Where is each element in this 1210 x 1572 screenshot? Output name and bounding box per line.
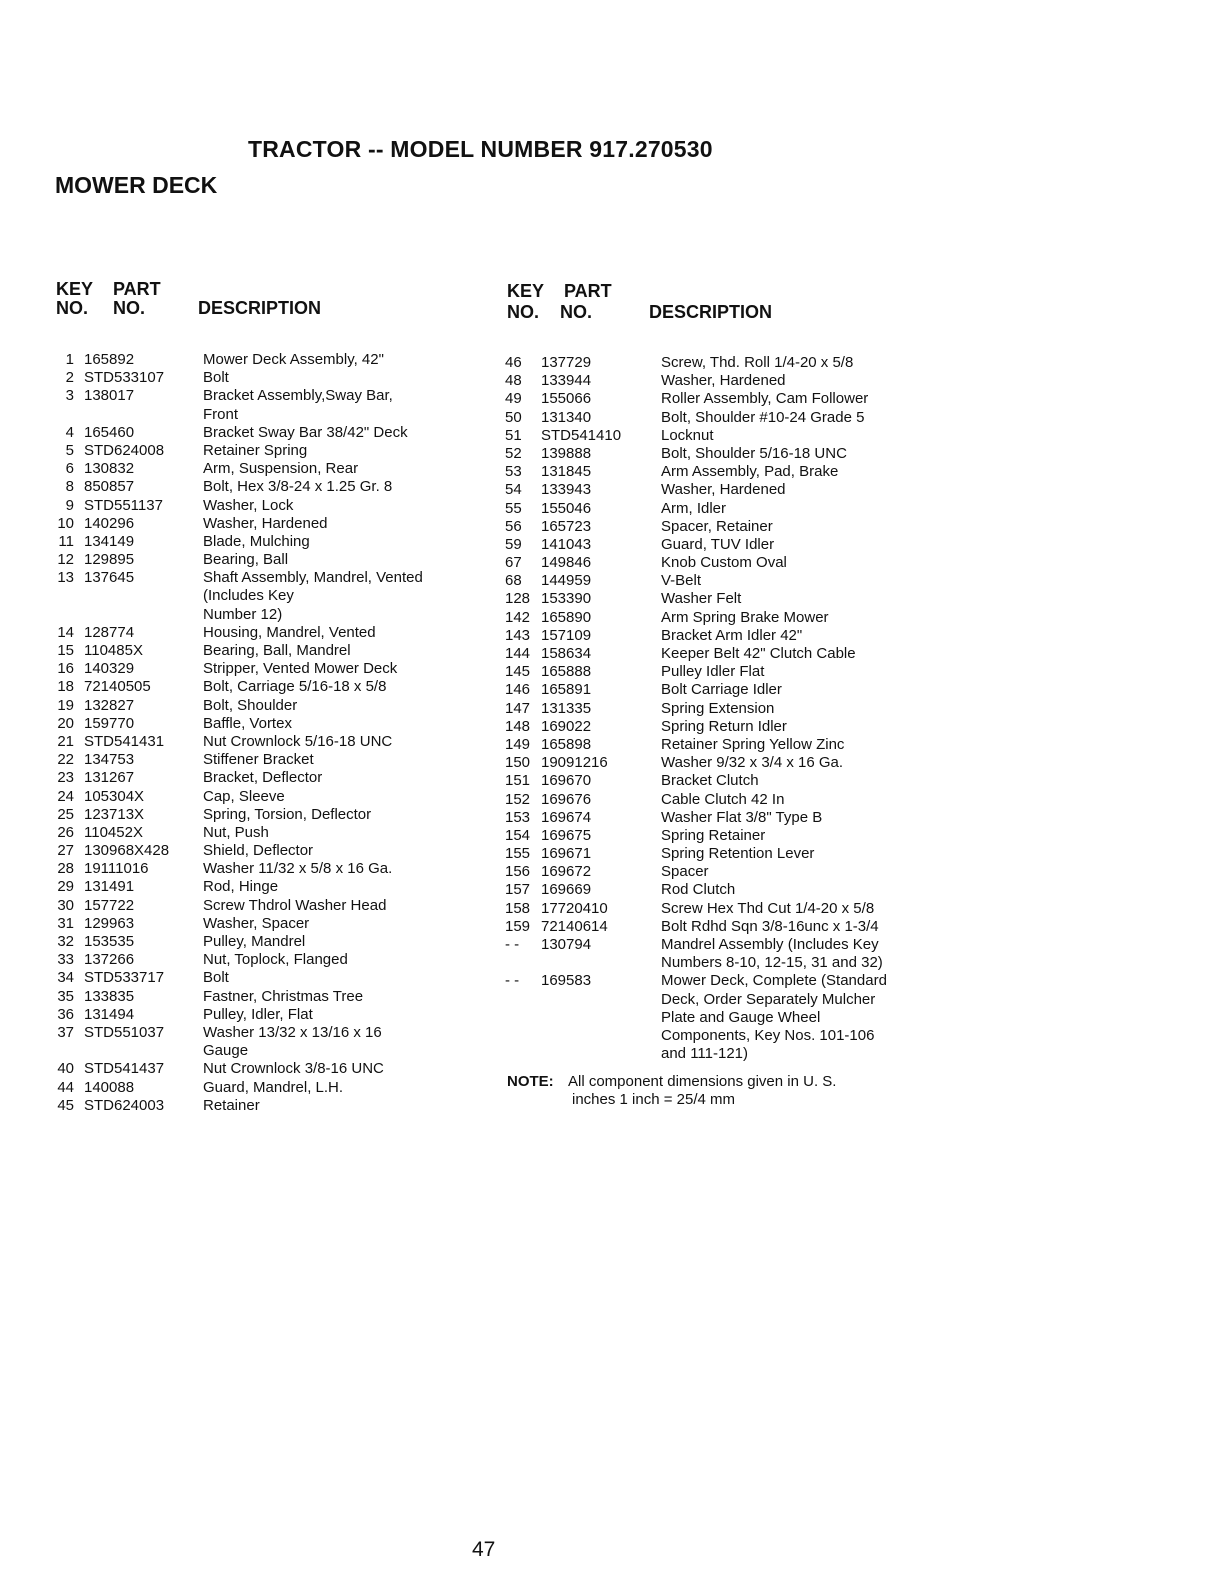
key-number: 153 <box>505 808 531 826</box>
part-number: 169676 <box>541 790 592 808</box>
part-number: 165890 <box>541 608 592 626</box>
part-description: Nut, Push <box>203 823 269 841</box>
part-description: Washer 9/32 x 3/4 x 16 Ga. <box>661 754 844 772</box>
part-description: Bolt Carriage Idler <box>661 681 782 699</box>
right-key-no-header: NO. <box>507 302 540 322</box>
part-description: Washer Flat 3/8" Type B <box>661 808 823 826</box>
key-number: 15 <box>57 642 74 659</box>
part-number: 149846 <box>541 554 592 572</box>
key-number: 31 <box>57 914 74 932</box>
key-number: 32 <box>57 933 74 950</box>
part-number: STD541410 <box>541 426 622 444</box>
key-number: 5 <box>65 441 74 459</box>
part-number: 159770 <box>84 714 135 732</box>
key-number: 52 <box>505 444 522 462</box>
key-number: 145 <box>505 663 531 681</box>
part-number: 72140505 <box>84 678 151 696</box>
part-number: 155066 <box>541 390 592 408</box>
key-number: 33 <box>57 951 74 969</box>
section-title: MOWER DECK <box>55 172 218 198</box>
part-number: 144959 <box>541 572 592 590</box>
key-number: 11 <box>58 532 74 550</box>
part-number: 131494 <box>84 1005 135 1023</box>
note-label: NOTE: <box>507 1073 554 1090</box>
part-description: Bolt, Carriage 5/16-18 x 5/8 <box>203 678 387 696</box>
part-description: Washer, Spacer <box>203 914 310 932</box>
part-description: and 111-121) <box>661 1045 749 1063</box>
part-description: Washer, Hardened <box>661 481 786 499</box>
key-number: 21 <box>57 732 74 750</box>
key-number: 50 <box>505 408 522 426</box>
part-description: Pulley, Idler, Flat <box>203 1005 313 1023</box>
key-number: 48 <box>505 372 522 390</box>
part-description: Washer, Hardened <box>661 372 786 390</box>
part-number: 169675 <box>541 826 592 844</box>
part-description: Arm Spring Brake Mower <box>661 608 829 626</box>
key-number: 149 <box>505 735 531 753</box>
part-description: Roller Assembly, Cam Follower <box>661 390 869 408</box>
part-description: Guard, TUV Idler <box>661 535 775 553</box>
part-description: Washer, Hardened <box>203 514 328 532</box>
part-number: 157109 <box>541 626 592 644</box>
part-number: 133944 <box>541 372 592 390</box>
part-description: Cable Clutch 42 In <box>661 790 785 808</box>
part-description: Keeper Belt 42" Clutch Cable <box>661 645 856 662</box>
part-description: Washer, Lock <box>203 496 294 514</box>
right-part-no-header: NO. <box>560 302 593 322</box>
part-description: Shield, Deflector <box>203 842 314 860</box>
part-number: 134753 <box>84 751 135 769</box>
part-description: Numbers 8-10, 12-15, 31 and 32) <box>661 954 883 972</box>
key-number: 29 <box>57 878 74 896</box>
part-description: Bracket Arm Idler 42" <box>661 626 803 644</box>
part-number: 129895 <box>84 551 135 569</box>
part-number: 169672 <box>541 863 592 881</box>
key-number: 28 <box>57 860 74 878</box>
part-description: Fastner, Christmas Tree <box>203 987 364 1005</box>
part-description: Components, Key Nos. 101-106 <box>661 1026 875 1044</box>
part-description: Stripper, Vented Mower Deck <box>203 660 398 678</box>
part-description: (Includes Key <box>203 587 294 605</box>
part-number: 165892 <box>84 351 135 368</box>
part-number: 130794 <box>541 936 592 953</box>
part-number: STD551037 <box>84 1023 165 1041</box>
part-number: 131340 <box>541 408 592 426</box>
part-description: Bolt, Shoulder <box>203 696 298 714</box>
part-description: Pulley, Mandrel <box>203 933 306 950</box>
key-number: 157 <box>505 881 531 899</box>
part-description: Washer 11/32 x 5/8 x 16 Ga. <box>203 860 393 878</box>
part-number: 169583 <box>541 972 592 990</box>
part-description: Screw Hex Thd Cut 1/4-20 x 5/8 <box>661 899 875 917</box>
part-number: 123713X <box>84 805 145 823</box>
key-number: 12 <box>57 551 74 569</box>
key-number: 154 <box>505 826 531 844</box>
part-number: STD624003 <box>84 1096 165 1114</box>
key-number: 146 <box>505 681 531 699</box>
key-number: 40 <box>57 1060 74 1078</box>
key-number: 44 <box>57 1078 74 1096</box>
part-number: 129963 <box>84 914 135 932</box>
part-description: Bearing, Ball, Mandrel <box>203 642 351 659</box>
note-line-2: inches 1 inch = 25/4 mm <box>572 1091 736 1108</box>
part-description: Deck, Order Separately Mulcher <box>661 990 876 1008</box>
page-title: TRACTOR -- MODEL NUMBER 917.270530 <box>248 136 713 162</box>
part-number: 140329 <box>84 660 135 678</box>
key-number: 144 <box>505 645 531 662</box>
part-description: Arm, Suspension, Rear <box>203 460 359 478</box>
part-description: Spring Retainer <box>661 826 766 844</box>
part-description: Bolt <box>203 369 229 387</box>
part-number: 131491 <box>84 878 135 896</box>
part-description: Washer 13/32 x 13/16 x 16 <box>203 1023 382 1041</box>
left-key-no-header: NO. <box>56 298 89 318</box>
part-number: 169669 <box>541 881 592 899</box>
part-number: STD541431 <box>84 732 165 750</box>
key-number: 152 <box>505 790 531 808</box>
part-number: 131335 <box>541 699 592 717</box>
key-number: 67 <box>505 554 522 572</box>
part-description: Plate and Gauge Wheel <box>661 1008 821 1026</box>
key-number: 54 <box>505 481 522 499</box>
part-description: Mower Deck Assembly, 42" <box>203 351 384 368</box>
part-description: Spring Extension <box>661 699 775 717</box>
part-description: Bolt <box>203 969 229 987</box>
key-number: 8 <box>65 478 74 496</box>
part-number: 137266 <box>84 951 135 969</box>
key-number: 25 <box>57 805 74 823</box>
part-description: Mower Deck, Complete (Standard <box>661 972 887 990</box>
key-number: 147 <box>505 699 531 717</box>
page-number: 47 <box>472 1538 496 1561</box>
key-number: 24 <box>57 787 74 805</box>
part-description: Housing, Mandrel, Vented <box>203 623 376 641</box>
part-description: Arm Assembly, Pad, Brake <box>661 463 839 481</box>
part-description: Nut Crownlock 3/8-16 UNC <box>203 1060 384 1078</box>
part-number: 110452X <box>84 823 143 841</box>
part-description: Bolt, Shoulder 5/16-18 UNC <box>661 444 847 462</box>
key-number: 142 <box>505 608 531 626</box>
part-number: 155046 <box>541 499 592 517</box>
part-description: Nut, Toplock, Flanged <box>203 951 348 969</box>
part-number: 130968X428 <box>84 842 170 860</box>
part-description: Front <box>203 405 239 423</box>
part-description: Bearing, Ball <box>203 551 289 569</box>
part-description: Retainer Spring <box>203 441 308 459</box>
part-description: Gauge <box>203 1042 249 1060</box>
left-part-header: PART <box>113 279 161 299</box>
part-description: Blade, Mulching <box>203 532 310 550</box>
key-number: 156 <box>505 863 531 881</box>
key-number: 16 <box>57 660 74 678</box>
key-number: 9 <box>65 496 74 514</box>
part-description: Number 12) <box>203 605 283 623</box>
right-key-header: KEY <box>507 281 545 301</box>
part-number: 169674 <box>541 808 592 826</box>
part-number: 134149 <box>84 532 135 550</box>
part-number: 105304X <box>84 787 145 805</box>
part-description: Guard, Mandrel, L.H. <box>203 1078 344 1096</box>
key-number: - - <box>505 936 520 953</box>
key-number: 37 <box>57 1023 74 1041</box>
part-number: 165891 <box>541 681 592 699</box>
key-number: 150 <box>505 754 531 772</box>
part-number: 131845 <box>541 463 592 481</box>
part-description: Screw, Thd. Roll 1/4-20 x 5/8 <box>661 354 854 371</box>
key-number: 6 <box>65 460 74 478</box>
part-description: Rod, Hinge <box>203 878 279 896</box>
part-description: Mandrel Assembly (Includes Key <box>661 936 879 953</box>
part-description: Nut Crownlock 5/16-18 UNC <box>203 732 393 750</box>
part-number: 165898 <box>541 735 592 753</box>
part-description: Spring Return Idler <box>661 717 787 735</box>
part-description: Screw Thdrol Washer Head <box>203 896 387 914</box>
key-number: 18 <box>57 678 74 696</box>
left-part-no-header: NO. <box>113 298 146 318</box>
part-number: 850857 <box>84 478 135 496</box>
left-key-header: KEY <box>56 279 94 299</box>
part-number: 138017 <box>84 387 135 405</box>
part-number: 153535 <box>84 933 135 950</box>
key-number: 22 <box>57 751 74 769</box>
key-number: 34 <box>57 969 74 987</box>
key-number: 14 <box>57 623 74 641</box>
part-description: Bolt, Shoulder #10-24 Grade 5 <box>661 408 865 426</box>
part-number: STD551137 <box>84 496 163 514</box>
key-number: 51 <box>505 426 522 444</box>
key-number: 35 <box>57 987 74 1005</box>
part-description: Retainer <box>203 1096 260 1114</box>
part-number: 128774 <box>84 623 135 641</box>
key-number: 46 <box>505 354 522 371</box>
key-number: 151 <box>505 772 531 790</box>
part-description: Retainer Spring Yellow Zinc <box>661 735 845 753</box>
part-number: 132827 <box>84 696 135 714</box>
part-number: 158634 <box>541 645 592 662</box>
part-number: 165460 <box>84 423 135 441</box>
part-number: 165888 <box>541 663 592 681</box>
key-number: 3 <box>65 387 74 405</box>
part-description: Baffle, Vortex <box>203 714 292 732</box>
key-number: 4 <box>65 423 74 441</box>
part-description: Spacer <box>661 863 709 881</box>
key-number: 13 <box>57 569 74 587</box>
key-number: 158 <box>505 899 531 917</box>
part-number: STD624008 <box>84 441 165 459</box>
part-description: Bolt, Hex 3/8-24 x 1.25 Gr. 8 <box>203 478 393 496</box>
key-number: 59 <box>505 535 522 553</box>
key-number: 143 <box>505 626 531 644</box>
key-number: 1 <box>65 351 74 368</box>
key-number: 55 <box>505 499 522 517</box>
part-number: 141043 <box>541 535 592 553</box>
right-description-header: DESCRIPTION <box>649 302 773 322</box>
right-part-header: PART <box>564 281 612 301</box>
part-number: 169022 <box>541 717 592 735</box>
part-description: Cap, Sleeve <box>203 787 285 805</box>
part-number: 165723 <box>541 517 592 535</box>
part-number: 140088 <box>84 1078 135 1096</box>
part-number: STD533107 <box>84 369 165 387</box>
part-description: V-Belt <box>661 572 702 590</box>
part-description: Pulley Idler Flat <box>661 663 765 681</box>
part-number: 17720410 <box>541 899 608 917</box>
part-description: Bolt Rdhd Sqn 3/8-16unc x 1-3/4 <box>661 917 879 935</box>
part-number: 139888 <box>541 444 592 462</box>
key-number: 56 <box>505 517 522 535</box>
key-number: - - <box>505 972 520 990</box>
left-description-header: DESCRIPTION <box>198 298 322 318</box>
part-number: 157722 <box>84 896 135 914</box>
part-description: Rod Clutch <box>661 881 736 899</box>
part-number: 137729 <box>541 354 592 371</box>
key-number: 20 <box>57 714 74 732</box>
part-number: 19111016 <box>84 860 149 878</box>
part-number: 130832 <box>84 460 135 478</box>
part-number: 19091216 <box>541 754 608 772</box>
part-number: 169670 <box>541 772 592 790</box>
part-number: 169671 <box>541 845 592 863</box>
key-number: 155 <box>505 845 531 863</box>
part-number: 110485X <box>84 642 143 659</box>
part-description: Shaft Assembly, Mandrel, Vented <box>203 569 423 587</box>
key-number: 68 <box>505 572 522 590</box>
part-description: Knob Custom Oval <box>661 554 787 572</box>
key-number: 10 <box>57 514 74 532</box>
part-description: Bracket Assembly,Sway Bar, <box>203 387 393 405</box>
key-number: 30 <box>57 896 74 914</box>
key-number: 49 <box>505 390 522 408</box>
key-number: 148 <box>505 717 531 735</box>
key-number: 27 <box>57 842 74 860</box>
part-number: 133835 <box>84 987 135 1005</box>
part-number: 137645 <box>84 569 135 587</box>
key-number: 2 <box>65 369 74 387</box>
key-number: 23 <box>57 769 74 787</box>
part-description: Bracket Clutch <box>661 772 759 790</box>
key-number: 36 <box>57 1005 74 1023</box>
key-number: 45 <box>57 1096 74 1114</box>
part-description: Arm, Idler <box>661 499 727 517</box>
part-description: Bracket, Deflector <box>203 769 323 787</box>
part-description: Spring, Torsion, Deflector <box>203 805 372 823</box>
part-description: Spacer, Retainer <box>661 517 773 535</box>
key-number: 26 <box>57 823 74 841</box>
note-line-1: All component dimensions given in U. S. <box>568 1073 837 1090</box>
part-description: Washer Felt <box>661 590 742 608</box>
key-number: 19 <box>57 696 74 714</box>
part-number: STD541437 <box>84 1060 165 1078</box>
part-description: Stiffener Bracket <box>203 751 314 769</box>
key-number: 128 <box>505 590 531 608</box>
part-description: Locknut <box>661 426 714 444</box>
part-number: STD533717 <box>84 969 165 987</box>
part-description: Spring Retention Lever <box>661 845 815 863</box>
part-number: 140296 <box>84 514 135 532</box>
part-description: Bracket Sway Bar 38/42" Deck <box>203 423 408 441</box>
key-number: 53 <box>505 463 522 481</box>
part-number: 72140614 <box>541 917 608 935</box>
key-number: 159 <box>505 917 531 935</box>
part-number: 131267 <box>84 769 135 787</box>
part-number: 133943 <box>541 481 592 499</box>
part-number: 153390 <box>541 590 592 608</box>
